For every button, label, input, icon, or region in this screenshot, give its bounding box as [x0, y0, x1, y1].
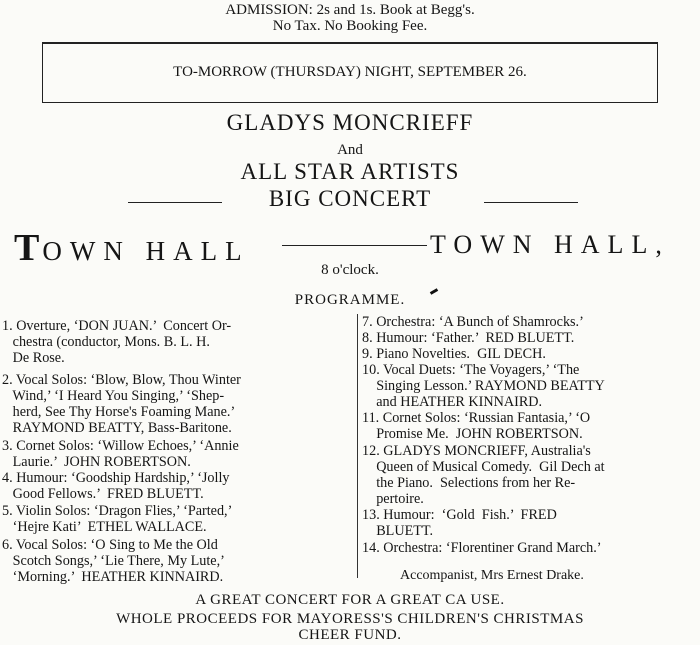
programme-item-left-4	[2, 470, 230, 502]
programme-line: Promise Me. JOHN ROBERTSON.	[362, 426, 583, 442]
programme-line: and HEATHER KINNAIRD.	[362, 394, 543, 410]
programme-line: 4. Humour: ‘Goodship Hardship,’ ‘Jolly	[2, 470, 230, 486]
programme-line: RAYMOND BEATTY, Bass-Baritone.	[2, 420, 232, 436]
programme-item-right-1	[362, 314, 584, 330]
programme-line: Scotch Songs,’ ‘Lie There, My Lute,’	[2, 553, 225, 569]
programme-line: 8. Humour: ‘Father.’ RED BLUETT.	[362, 330, 575, 346]
venue-right: TOWN HALL,	[430, 230, 670, 259]
programme-line: Wind,’ ‘I Heard You Singing,’ ‘Shep-	[2, 388, 225, 404]
programme-item-left-2	[2, 372, 241, 436]
programme-line: 13. Humour: ‘Gold Fish.’ FRED	[362, 507, 557, 523]
headline-artists: ALL STAR ARTISTS	[240, 159, 460, 184]
footer-proceeds-line-1: WHOLE PROCEEDS FOR MAYORESS'S CHILDREN'S CHRISTMAS	[116, 611, 584, 627]
programme-line: 5. Violin Solos: ‘Dragon Flies,’ ‘Parted,’	[2, 503, 233, 519]
footer-proceeds-line-2: CHEER FUND.	[298, 627, 402, 643]
programme-line: Good Fellows.’ FRED BLUETT.	[2, 486, 204, 502]
programme-line: 7. Orchestra: ‘A Bunch of Shamrocks.’	[362, 314, 584, 330]
programme-line: Queen of Musical Comedy. Gil Dech at	[362, 459, 605, 475]
accompanist-note: Accompanist, Mrs Ernest Drake.	[400, 568, 584, 583]
column-divider	[357, 314, 358, 578]
venue-dash-rule	[282, 245, 427, 246]
programme-line: herd, See Thy Horse's Foaming Mane.’	[2, 404, 236, 420]
programme-line: 1. Overture, ‘DON JUAN.’ Concert Or-	[2, 318, 232, 334]
headline-performer: GLADYS MONCRIEFF	[226, 110, 474, 135]
programme-line: 2. Vocal Solos: ‘Blow, Blow, Thou Winter	[2, 372, 241, 388]
programme-line: 11. Cornet Solos: ‘Russian Fantasia,’ ‘O	[362, 410, 591, 426]
programme-line: 9. Piano Novelties. GIL DECH.	[362, 346, 546, 362]
programme-item-right-7	[362, 507, 557, 539]
programme-item-right-4	[362, 362, 605, 410]
programme-line: 3. Cornet Solos: ‘Willow Echoes,’ ‘Annie	[2, 438, 239, 454]
admission-text	[0, 2, 700, 34]
programme-line: Singing Lesson.’ RAYMOND BEATTY	[362, 378, 605, 394]
programme-item-left-6	[2, 537, 225, 585]
programme-line: BLUETT.	[362, 523, 434, 539]
programme-line: ‘Morning.’ HEATHER KINNAIRD.	[2, 569, 224, 585]
programme-item-right-2	[362, 330, 574, 346]
programme-heading: PROGRAMME.	[294, 292, 406, 308]
concert-time: 8 o'clock.	[321, 262, 379, 278]
programme-item-left-5	[2, 503, 232, 535]
programme-line: the Piano. Selections from her Re-	[362, 475, 576, 491]
programme-line: 12. GLADYS MONCRIEFF, Australia's	[362, 443, 591, 459]
programme-line: pertoire.	[362, 491, 424, 507]
programme-line: 10. Vocal Duets: ‘The Voyagers,’ ‘The	[362, 362, 580, 378]
headline-and: And	[337, 142, 363, 158]
admission-line-1: ADMISSION: 2s and 1s. Book at Begg's.	[225, 2, 475, 18]
headline-concert: BIG CONCERT	[268, 186, 432, 211]
concert-rule-right	[484, 202, 578, 203]
date-banner-text: TO-MORROW (THURSDAY) NIGHT, SEPTEMBER 26.	[173, 64, 527, 80]
programme-line: De Rose.	[2, 350, 65, 366]
programme-line: 6. Vocal Solos: ‘O Sing to Me the Old	[2, 537, 218, 553]
footer-cause: A GREAT CONCERT FOR A GREAT CA USE.	[195, 592, 505, 608]
programme-line: 14. Orchestra: ‘Florentiner Grand March.’	[362, 540, 602, 556]
programme-line: Laurie.’ JOHN ROBERTSON.	[2, 454, 191, 470]
programme-line: chestra (conductor, Mons. B. L. H.	[2, 334, 210, 350]
venue-initial: T	[14, 227, 43, 269]
programme-item-left-1	[2, 318, 231, 366]
venue-left-text: OWN HALL	[42, 236, 250, 266]
programme-item-right-6	[362, 443, 605, 507]
programme-item-left-3	[2, 438, 239, 470]
programme-item-right-8	[362, 540, 602, 556]
footer-proceeds	[0, 611, 700, 643]
programme-item-right-5	[362, 410, 590, 442]
programme-line: ‘Hejre Kati’ ETHEL WALLACE.	[2, 519, 207, 535]
admission-line-2: No Tax. No Booking Fee.	[272, 18, 428, 34]
programme-item-right-3	[362, 346, 546, 362]
